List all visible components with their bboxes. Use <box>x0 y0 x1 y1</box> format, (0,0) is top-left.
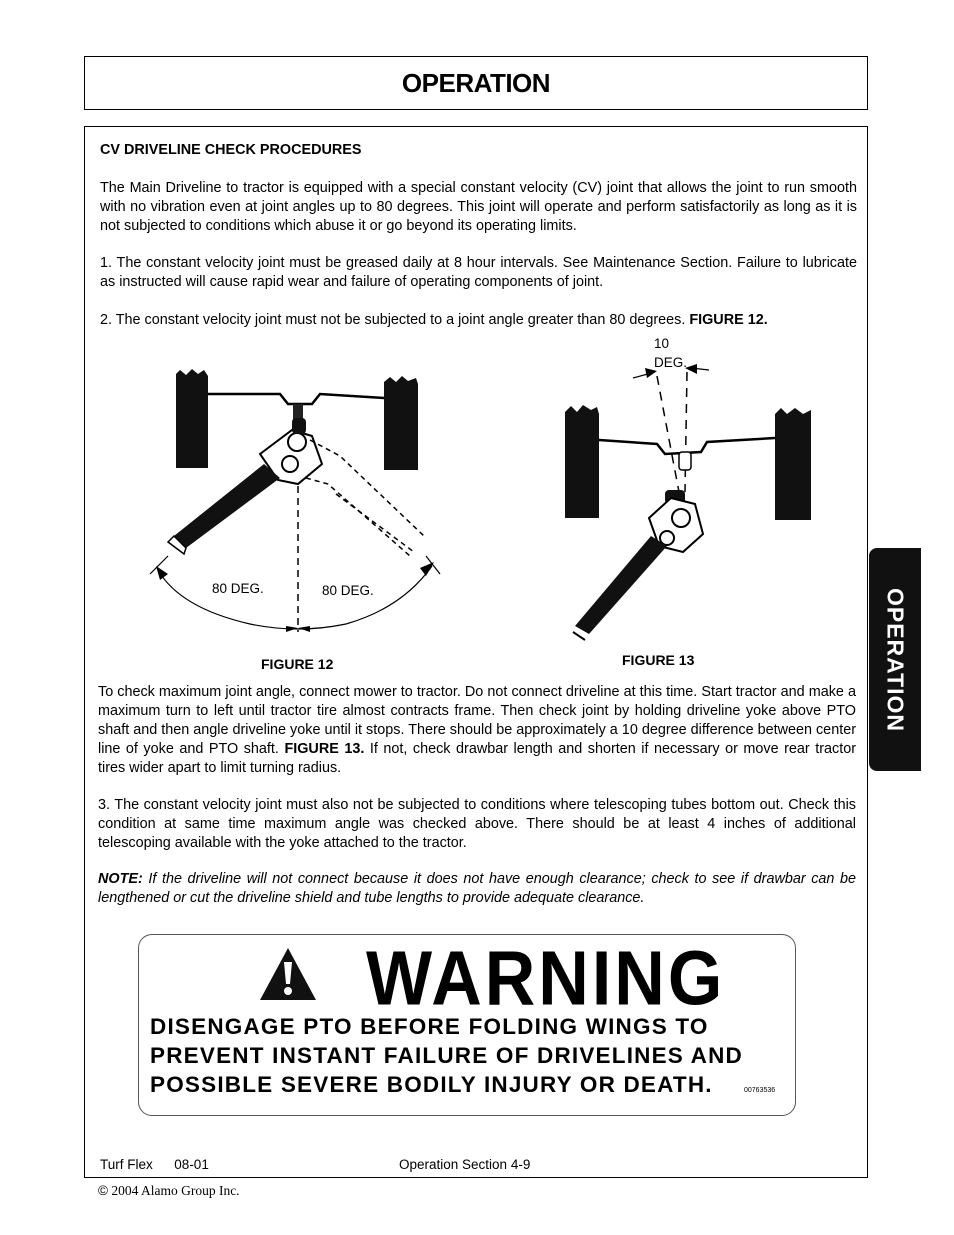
copyright-mark: © <box>98 1183 108 1198</box>
footer-date: 08-01 <box>174 1157 209 1172</box>
tire-left <box>565 405 599 518</box>
page-header <box>84 56 868 110</box>
section-side-tab <box>869 548 921 771</box>
step-2-paragraph <box>100 311 857 330</box>
copyright-notice <box>98 1183 240 1199</box>
figure-12-reference: FIGURE 12. <box>689 312 768 328</box>
check-angle-paragraph <box>98 683 856 778</box>
check-angle-text: To check maximum joint angle, connect mower to tractor. Do not connect driveline at this time. Start tractor and make a maximum turn to left until tractor tire almost contracts frame. Then check joint by holding driveline yoke above PTO shaft and then angle driveline yoke until it stops. There should be approximately a 10 degree difference between center line of yoke and PTO shaft. <box>98 684 856 757</box>
page-title: OPERATION <box>401 67 551 98</box>
step-2-text: 2. The constant velocity joint must not be subjected to a joint angle greater than 80 degrees. <box>100 312 686 328</box>
step-3-paragraph: 3. The constant velocity joint must also not be subjected to conditions where telescoping tubes bottom out. Check this condition at same time maximum angle was checked above. There should be at least 4 inches of additional telescoping available with the yoke attached to the tractor. <box>98 797 856 851</box>
copyright-text: 2004 Alamo Group Inc. <box>111 1183 240 1198</box>
angle-label-deg: DEG. <box>654 355 688 370</box>
warning-line-2: PREVENT INSTANT FAILURE OF DRIVELINES AND <box>150 1043 743 1068</box>
axle <box>208 394 384 404</box>
angle-arc <box>158 566 432 629</box>
step-1-paragraph: 1. The constant velocity joint must be greased daily at 8 hour intervals. See Maintenance Section. Failure to lubricate as instructed will cause rapid wear and failure of operating components of joint. <box>100 255 857 290</box>
angle-label-10: 10 <box>654 336 670 351</box>
driveline-shaft <box>174 464 280 548</box>
warning-triangle-icon <box>258 946 318 1002</box>
pto-stub <box>293 404 303 420</box>
pto-stub <box>679 452 691 470</box>
angle-label-left: 80 DEG. <box>212 581 264 596</box>
footer-model <box>100 1157 209 1172</box>
tire-left <box>176 369 208 468</box>
warning-line-3: POSSIBLE SEVERE BODILY INJURY OR DEATH. <box>150 1072 713 1097</box>
note-label: NOTE: <box>98 871 143 887</box>
check-angle-text-continued: If not, check drawbar length and shorten if necessary or move rear tractor tires wider apart to limit turning radius. <box>98 741 857 776</box>
figure-13-reference: FIGURE 13. <box>284 741 365 757</box>
figure-13-caption: FIGURE 13 <box>622 652 695 668</box>
warning-line-1: DISENGAGE PTO BEFORE FOLDING WINGS TO <box>150 1014 709 1039</box>
pto-center-line <box>685 372 687 492</box>
footer-section: Operation Section 4-9 <box>399 1157 531 1172</box>
note-text: If the driveline will not connect because it does not have enough clearance; check to see if drawbar can be lengthened or cut the driveline shield and tube lengths to provide adequate clearance. <box>98 871 857 906</box>
figure-12-caption: FIGURE 12 <box>261 656 334 672</box>
tire-right <box>384 376 418 470</box>
note-paragraph <box>98 870 856 908</box>
section-title: CV DRIVELINE CHECK PROCEDURES <box>100 142 362 158</box>
warning-title: WARNING <box>366 935 726 1021</box>
figure-13-illustration <box>555 332 825 644</box>
figure-12-illustration <box>140 360 450 640</box>
yoke-center-line <box>657 376 679 492</box>
footer-model-name: Turf Flex <box>100 1157 153 1172</box>
side-tab-label: OPERATION <box>882 587 909 732</box>
decal-part-number: 00763536 <box>744 1087 776 1094</box>
tire-right <box>775 408 811 520</box>
angle-label-right: 80 DEG. <box>322 583 374 598</box>
intro-paragraph: The Main Driveline to tractor is equipped with a special constant velocity (CV) joint that allows the joint to run smooth with no vibration even at joint angles up to 80 degrees. This joint will operate and perform satisfactorily as long as it is not subjected to conditions which abuse it or go beyond its operating limits. <box>100 180 857 234</box>
driveline-shaft <box>575 536 667 634</box>
